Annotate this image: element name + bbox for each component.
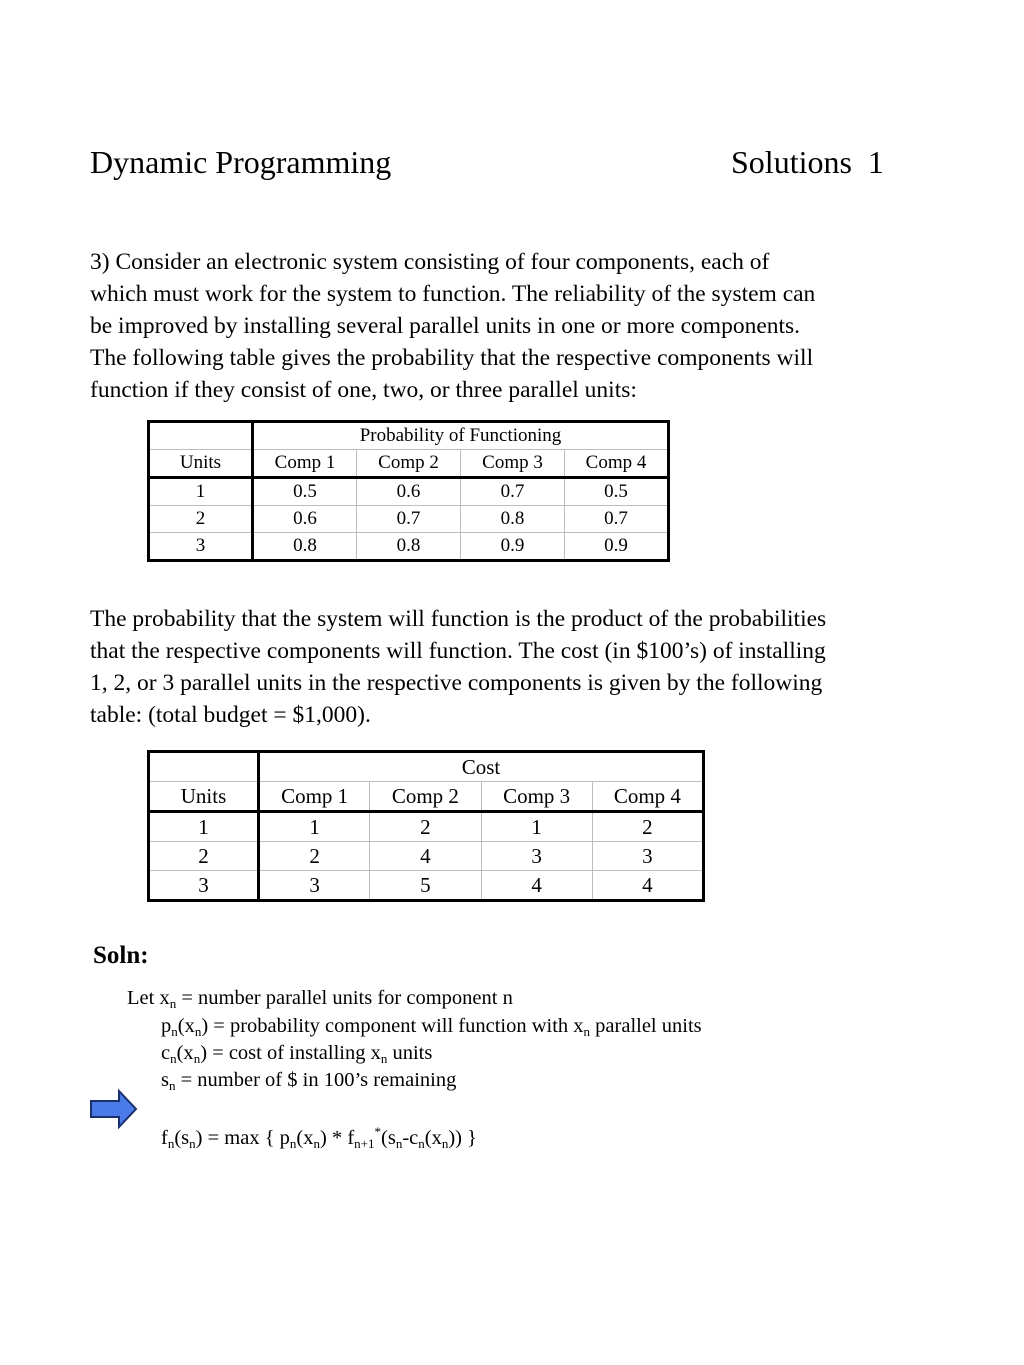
subscript: n+1 <box>354 1136 375 1151</box>
table-cell: 3 <box>149 871 259 901</box>
cost-line: 1, 2, or 3 parallel units in the respective components is given by the following <box>90 670 823 696</box>
table-cell: 2 <box>149 842 259 871</box>
table-cell: 4 <box>481 871 592 901</box>
subscript: n <box>170 1051 177 1066</box>
table-cell: 2 <box>149 506 253 533</box>
table-cell: 2 <box>370 812 481 842</box>
table-cell: 4 <box>370 842 481 871</box>
table-cell: 0.7 <box>565 506 669 533</box>
problem-line: The following table gives the probability that the respective components will <box>90 345 814 371</box>
table-cell: 0.8 <box>253 533 357 561</box>
page-number-label: Solutions 1 <box>731 144 884 180</box>
subscript: n <box>193 1051 201 1066</box>
table-row <box>149 478 669 506</box>
solution-heading: Soln: <box>93 942 149 969</box>
table-group-header: Cost <box>259 752 704 782</box>
table-group-header: Probability of Functioning <box>253 422 669 450</box>
subscript: n <box>167 1136 175 1151</box>
pn-text: = probability component will function with x <box>208 1015 584 1037</box>
table-cell: 3 <box>259 871 370 901</box>
table-cell: 0.6 <box>253 506 357 533</box>
let-prefix: Let x <box>127 987 170 1009</box>
table-cell: 0.6 <box>357 478 461 506</box>
table-cell: 0.9 <box>565 533 669 561</box>
table-row <box>149 842 704 871</box>
table-cell: 1 <box>259 812 370 842</box>
cn-text: = cost of installing x <box>207 1042 381 1064</box>
table-corner-cell <box>149 422 253 450</box>
subscript: n <box>194 1024 202 1039</box>
table-cell: 0.5 <box>565 478 669 506</box>
table-cell: 4 <box>592 871 703 901</box>
subscript: n <box>168 1078 176 1093</box>
let-rest: = number parallel units for component n <box>176 987 513 1009</box>
table-cell: 3 <box>592 842 703 871</box>
subscript: n <box>583 1024 591 1039</box>
subscript: n <box>289 1136 297 1151</box>
cost-line: The probability that the system will function is the product of the probabilities <box>90 606 827 632</box>
recursion-formula: $f_n(s_n) = \max$ { $p_n(x_n) * f_{n+1}^*(s_n-c_n(x_n))$ } <box>161 1124 477 1151</box>
table-cell: 0.7 <box>461 478 565 506</box>
table-column-header: Comp 4 <box>565 450 669 478</box>
table-column-header: Units <box>149 782 259 812</box>
sn-text: = number of $ in 100’s remaining <box>175 1069 457 1091</box>
arrow-right-icon <box>89 1089 139 1129</box>
subscript: n <box>441 1136 449 1151</box>
recursion-times: * f <box>326 1127 355 1149</box>
subscript: n <box>380 1051 388 1066</box>
table-row <box>149 871 704 901</box>
table-cell: 2 <box>592 812 703 842</box>
subscript: n <box>313 1136 320 1151</box>
table-cell: 5 <box>370 871 481 901</box>
pn-rest: parallel units <box>590 1015 702 1037</box>
recursion-close: ) } <box>455 1127 477 1149</box>
table-column-header: Comp 3 <box>481 782 592 812</box>
subscript: n <box>189 1136 196 1151</box>
table-cell: 3 <box>481 842 592 871</box>
cost-description <box>90 603 826 731</box>
recursion-max: = max { <box>202 1127 280 1149</box>
subscript: n <box>169 996 177 1011</box>
table-cell: 1 <box>149 478 253 506</box>
table-corner-cell <box>149 752 259 782</box>
table-row <box>149 533 669 561</box>
cost-line: table: (total budget = $1,000). <box>90 702 371 728</box>
table-cell: 0.7 <box>357 506 461 533</box>
table-column-header: Comp 1 <box>253 450 357 478</box>
table-cell: 2 <box>259 842 370 871</box>
table-cell: 0.8 <box>357 533 461 561</box>
table-row <box>149 506 669 533</box>
superscript: * <box>374 1124 381 1139</box>
subscript: n <box>418 1136 425 1151</box>
problem-line: function if they consist of one, two, or three parallel units: <box>90 377 637 403</box>
sn-definition: $s_n$ = number of $ in 100’s remaining <box>161 1069 457 1093</box>
let-definition <box>127 987 513 1012</box>
table-row <box>149 812 704 842</box>
table-column-header: Units <box>149 450 253 478</box>
cost-line: that the respective components will function. The cost (in $100’s) of installing <box>90 638 826 664</box>
cn-rest: units <box>387 1042 433 1064</box>
subscript: n <box>171 1024 178 1039</box>
problem-line: which must work for the system to function. The reliability of the system can <box>90 281 816 307</box>
table-cell: 0.9 <box>461 533 565 561</box>
table-cell: 3 <box>149 533 253 561</box>
table-column-header: Comp 2 <box>357 450 461 478</box>
cost-table <box>147 750 705 902</box>
pn-definition: $p_n(x_n)$ = probability component will function with $x_n$ parallel units <box>161 1015 702 1039</box>
table-cell: 1 <box>481 812 592 842</box>
table-column-header: Comp 2 <box>370 782 481 812</box>
table-cell: 0.8 <box>461 506 565 533</box>
table-column-header: Comp 3 <box>461 450 565 478</box>
problem-line: 3) Consider an electronic system consisting of four components, each of <box>90 249 770 275</box>
probability-table <box>147 420 670 562</box>
problem-statement <box>90 246 815 406</box>
table-column-header: Comp 1 <box>259 782 370 812</box>
table-column-header: Comp 4 <box>592 782 703 812</box>
table-cell: 0.5 <box>253 478 357 506</box>
page-title: Dynamic Programming <box>90 144 392 180</box>
problem-line: be improved by installing several parallel units in one or more components. <box>90 313 801 339</box>
subscript: n <box>395 1136 403 1151</box>
table-cell: 1 <box>149 812 259 842</box>
cn-definition: $c_n(x_n) = \cos t$ of installing $x_n$ units <box>161 1042 433 1066</box>
